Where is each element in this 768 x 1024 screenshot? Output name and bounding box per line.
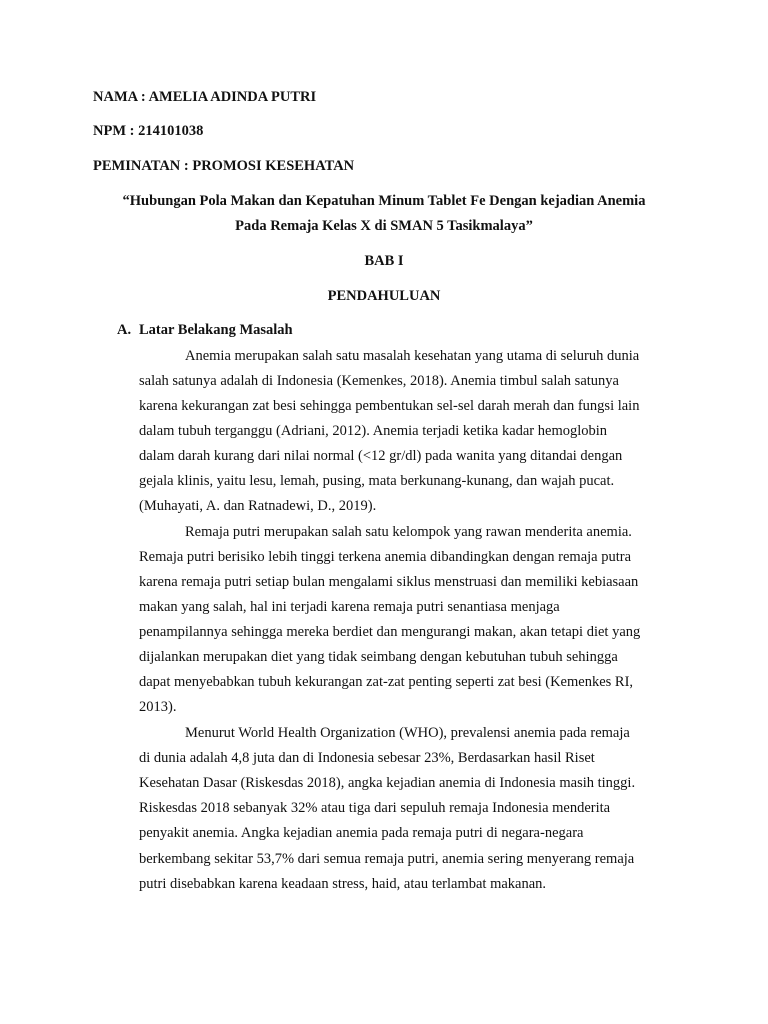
- paragraph-3-line-6: berkembang sekitar 53,7% dari semua remaja putri, anemia sering menyerang remaja: [139, 851, 635, 867]
- paragraph-2-line-5: penampilannya sehingga mereka berdiet dan mengurangi makan, akan tetapi diet yang: [139, 624, 641, 640]
- paragraph-1-line-4: dalam tubuh terganggu (Adriani, 2012). Anemia terjadi ketika kadar hemoglobin: [139, 423, 608, 439]
- chapter-number: BAB I: [364, 253, 404, 269]
- paragraph-2-line-1: Remaja putri merupakan salah satu kelompok yang rawan menderita anemia.: [185, 524, 632, 540]
- paragraph-2-line-4: makan yang salah, hal ini terjadi karena remaja putri senantiasa menjaga: [139, 599, 560, 615]
- paragraph-2-line-6: dijalankan merupakan diet yang tidak seimbang dengan kebutuhan tubuh sehingga: [139, 649, 618, 665]
- paragraph-3-line-5: penyakit anemia. Angka kejadian anemia pada remaja putri di negara-negara: [139, 825, 584, 841]
- research-title-line-1: “Hubungan Pola Makan dan Kepatuhan Minum Tablet Fe Dengan kejadian Anemia: [122, 193, 646, 209]
- paragraph-3-line-1: Menurut World Health Organization (WHO), prevalensi anemia pada remaja: [185, 725, 630, 741]
- paragraph-1-line-3: karena kekurangan zat besi sehingga pembentukan sel-sel darah merah dan fungsi lain: [139, 398, 640, 414]
- chapter-name: PENDAHULUAN: [327, 288, 441, 304]
- paragraph-2-line-7: dapat menyebabkan tubuh kekurangan zat-zat penting seperti zat besi (Kemenkes RI,: [139, 674, 634, 690]
- paragraph-1-line-2: salah satunya adalah di Indonesia (Kemenkes, 2018). Anemia timbul salah satunya: [139, 373, 619, 389]
- paragraph-1-line-7: (Muhayati, A. dan Ratnadewi, D., 2019).: [139, 498, 377, 514]
- section-title: Latar Belakang Masalah: [139, 322, 293, 338]
- paragraph-1-line-6: gejala klinis, yaitu lesu, lemah, pusing, mata berkunang-kunang, dan wajah pucat.: [139, 473, 615, 489]
- paragraph-3-line-4: Riskesdas 2018 sebanyak 32% atau tiga dari sepuluh remaja Indonesia menderita: [139, 800, 611, 816]
- student-name: NAMA : AMELIA ADINDA PUTRI: [93, 89, 317, 105]
- section-letter: A.: [117, 322, 132, 338]
- student-peminatan: PEMINATAN : PROMOSI KESEHATAN: [93, 158, 355, 174]
- paragraph-1-line-5: dalam darah kurang dari nilai normal (<12 gr/dl) pada wanita yang ditandai dengan: [139, 448, 623, 464]
- section-heading: [117, 321, 293, 339]
- student-npm: NPM : 214101038: [93, 123, 204, 139]
- paragraph-2-line-2: Remaja putri berisiko lebih tinggi terkena anemia dibandingkan dengan remaja putra: [139, 549, 632, 565]
- paragraph-2-line-8: 2013).: [139, 699, 177, 715]
- paragraph-3-line-7: putri disebabkan karena keadaan stress, haid, atau terlambat makanan.: [139, 876, 547, 892]
- paragraph-3-line-2: di dunia adalah 4,8 juta dan di Indonesia sebesar 23%, Berdasarkan hasil Riset: [139, 750, 595, 766]
- paragraph-3-line-3: Kesehatan Dasar (Riskesdas 2018), angka kejadian anemia di Indonesia masih tinggi.: [139, 775, 636, 791]
- paragraph-1-line-1: Anemia merupakan salah satu masalah kesehatan yang utama di seluruh dunia: [185, 348, 640, 364]
- research-title-line-2: Pada Remaja Kelas X di SMAN 5 Tasikmalaya”: [235, 218, 533, 234]
- paragraph-2-line-3: karena remaja putri setiap bulan mengalami siklus menstruasi dan memiliki kebiasaan: [139, 574, 639, 590]
